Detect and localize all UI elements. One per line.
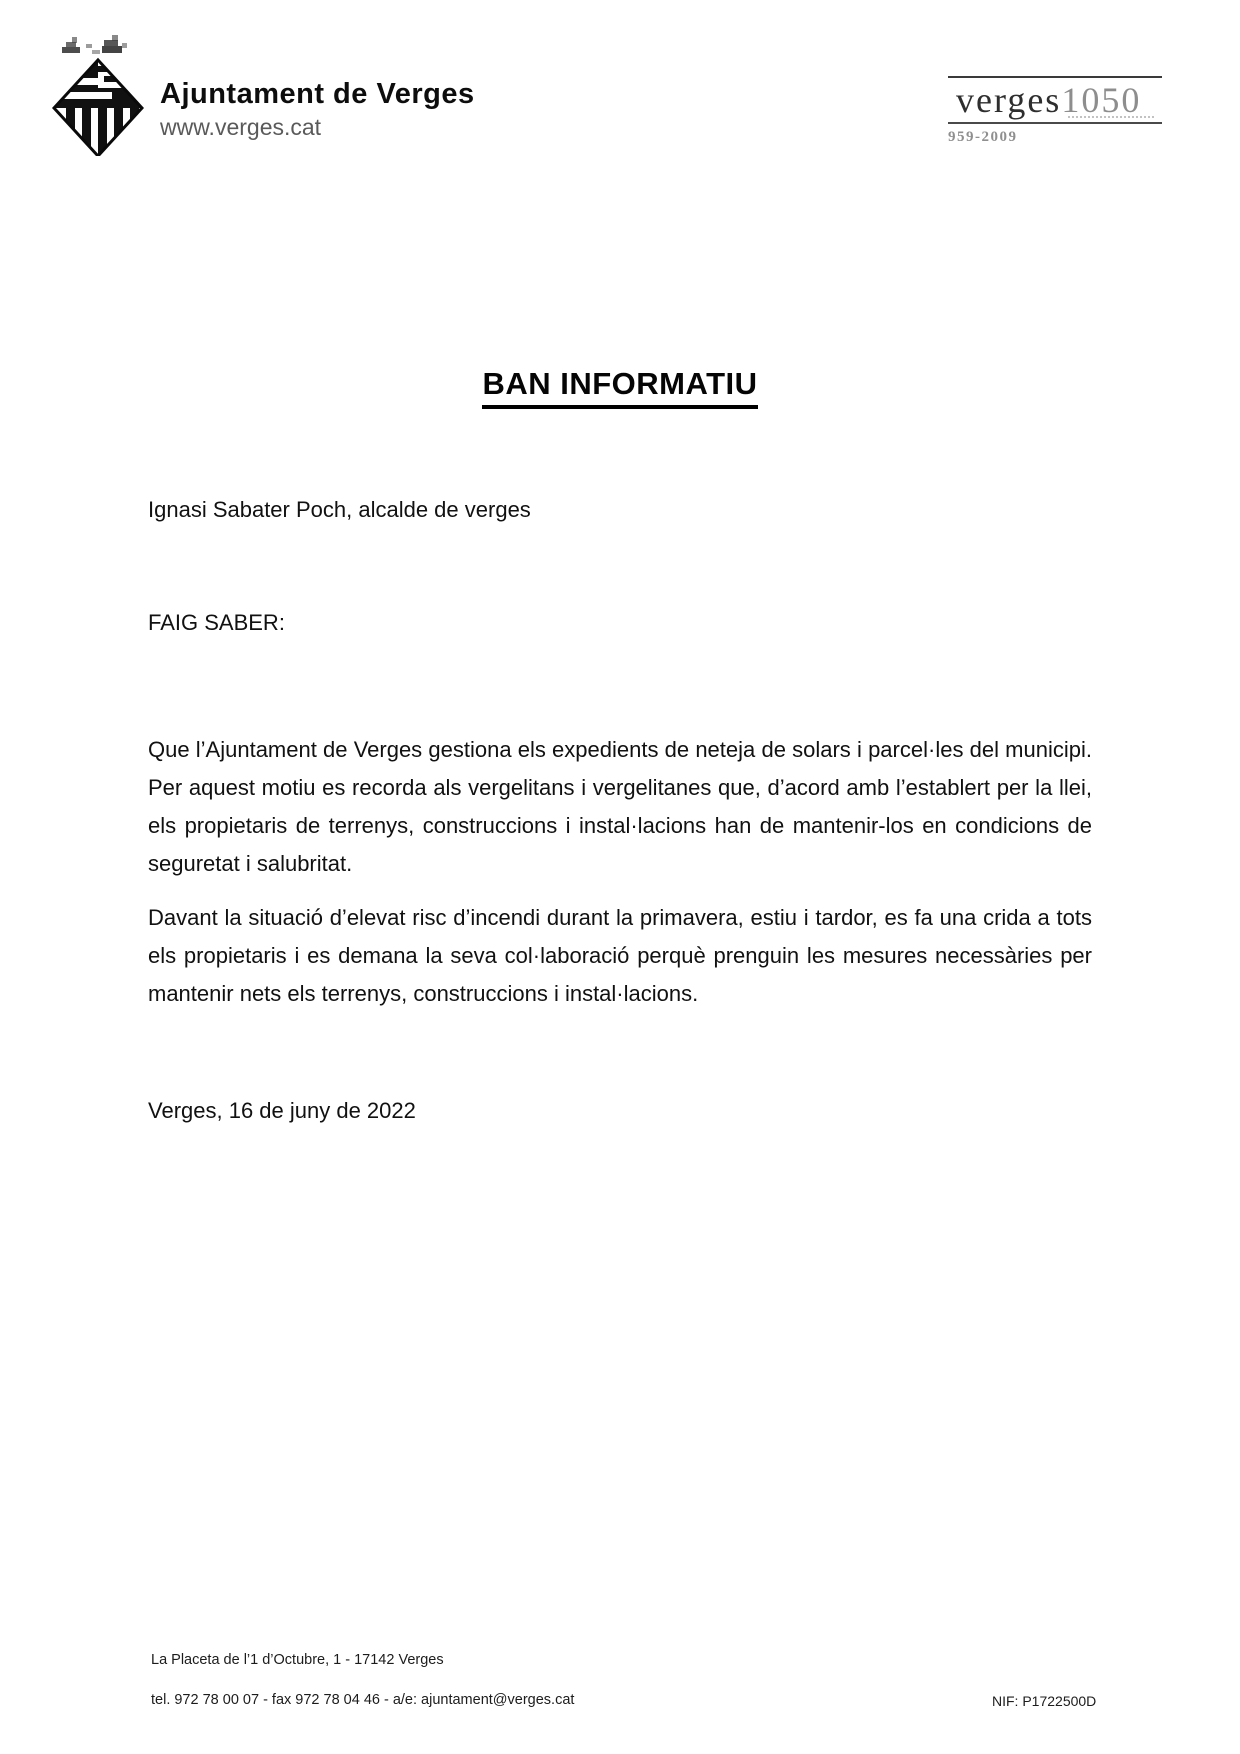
document-title: BAN INFORMATIU [482, 366, 757, 409]
logo-brand-number: 1050 [1061, 80, 1142, 120]
dateline: Verges, 16 de juny de 2022 [148, 1098, 416, 1123]
verges-coat-of-arms-icon [52, 34, 144, 156]
verges-1050-logo [948, 76, 1162, 146]
author-line: Ignasi Sabater Poch, alcalde de verges [148, 497, 531, 522]
org-name: Ajuntament de Verges [160, 78, 475, 110]
paragraph-2: Davant la situació d’elevat risc d’incendi durant la primavera, estiu i tardor, es fa una crida a tots els propietaris i es demana la seva col·laboració perquè prenguin les mesures necessàries per mantenir nets els terrenys, construccions i instal·lacions. [148, 905, 1092, 1006]
salutation: FAIG SABER: [148, 610, 285, 635]
title-row [0, 366, 1240, 409]
logo-brandline [948, 78, 1162, 120]
footer-nif: NIF: P1722500D [992, 1693, 1097, 1709]
logo-brand-text: verges [956, 80, 1062, 120]
logo-bottom-rule [948, 122, 1162, 124]
paragraph-1: Que l’Ajuntament de Verges gestiona els expedients de neteja de solars i parcel·les del municipi. Per aquest motiu es recorda als vergelitans i vergelitanes que, d’acord amb l’establert per la llei, els propietaris de terrenys, construccions i instal·lacions han de mantenir-los en condicions de seguretat i salubritat. [148, 737, 1092, 876]
footer-contact: tel. 972 78 00 07 - fax 972 78 04 46 - a/e: ajuntament@verges.cat [151, 1692, 575, 1708]
logo-anniversary-years: 959-2009 [948, 129, 1018, 145]
org-website: www.verges.cat [160, 114, 322, 140]
header-org-block [160, 78, 475, 141]
footer-address: La Placeta de l’1 d’Octubre, 1 - 17142 Verges [151, 1652, 444, 1668]
